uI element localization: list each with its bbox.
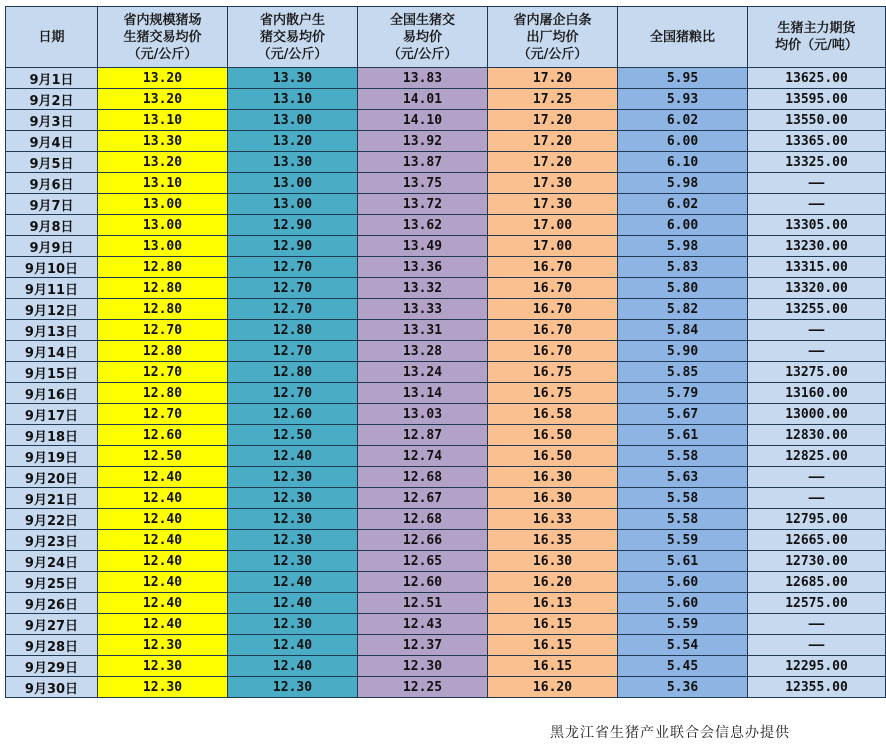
cell-futures-price: 13550.00 xyxy=(748,110,886,131)
cell-carcass-price: 17.20 xyxy=(488,131,618,152)
header-scale-farm-price: 省内规模猪场 生猪交易均价 （元/公斤） xyxy=(98,7,228,68)
cell-retail-price: 12.40 xyxy=(228,635,358,656)
cell-scale-farm-price: 12.30 xyxy=(98,677,228,698)
cell-date: 9月15日 xyxy=(6,362,98,383)
table-row xyxy=(6,593,886,614)
cell-retail-price: 12.70 xyxy=(228,383,358,404)
cell-national-price: 12.67 xyxy=(358,488,488,509)
cell-national-price: 12.74 xyxy=(358,446,488,467)
cell-scale-farm-price: 12.40 xyxy=(98,614,228,635)
cell-carcass-price: 17.20 xyxy=(488,68,618,89)
cell-date: 9月29日 xyxy=(6,656,98,677)
cell-national-price: 13.24 xyxy=(358,362,488,383)
cell-national-price: 12.65 xyxy=(358,551,488,572)
cell-retail-price: 12.50 xyxy=(228,425,358,446)
cell-scale-farm-price: 13.00 xyxy=(98,236,228,257)
cell-futures-price: —— xyxy=(748,488,886,509)
cell-date: 9月25日 xyxy=(6,572,98,593)
cell-date: 9月17日 xyxy=(6,404,98,425)
header-retail-price: 省内散户生 猪交易均价 （元/公斤） xyxy=(228,7,358,68)
cell-date: 9月13日 xyxy=(6,320,98,341)
cell-national-price: 13.14 xyxy=(358,383,488,404)
table-row xyxy=(6,236,886,257)
cell-retail-price: 12.40 xyxy=(228,593,358,614)
cell-national-price: 12.68 xyxy=(358,509,488,530)
cell-futures-price: 13320.00 xyxy=(748,278,886,299)
table-row xyxy=(6,299,886,320)
cell-date: 9月26日 xyxy=(6,593,98,614)
table-row xyxy=(6,530,886,551)
cell-futures-price: 12795.00 xyxy=(748,509,886,530)
header-row xyxy=(6,7,886,68)
cell-retail-price: 12.80 xyxy=(228,362,358,383)
cell-carcass-price: 16.70 xyxy=(488,299,618,320)
cell-national-price: 13.83 xyxy=(358,68,488,89)
cell-date: 9月14日 xyxy=(6,341,98,362)
cell-date: 9月20日 xyxy=(6,467,98,488)
table-row xyxy=(6,278,886,299)
cell-retail-price: 12.70 xyxy=(228,278,358,299)
cell-retail-price: 12.30 xyxy=(228,530,358,551)
cell-national-price: 13.36 xyxy=(358,257,488,278)
table-row xyxy=(6,341,886,362)
cell-scale-farm-price: 12.80 xyxy=(98,341,228,362)
cell-retail-price: 12.40 xyxy=(228,446,358,467)
cell-carcass-price: 16.50 xyxy=(488,446,618,467)
cell-pig-grain-ratio: 5.59 xyxy=(618,614,748,635)
cell-carcass-price: 16.70 xyxy=(488,320,618,341)
cell-carcass-price: 16.75 xyxy=(488,362,618,383)
cell-pig-grain-ratio: 5.58 xyxy=(618,488,748,509)
cell-futures-price: 12575.00 xyxy=(748,593,886,614)
cell-futures-price: 13255.00 xyxy=(748,299,886,320)
cell-pig-grain-ratio: 5.98 xyxy=(618,173,748,194)
cell-date: 9月11日 xyxy=(6,278,98,299)
cell-retail-price: 12.70 xyxy=(228,299,358,320)
cell-pig-grain-ratio: 6.10 xyxy=(618,152,748,173)
cell-carcass-price: 16.58 xyxy=(488,404,618,425)
cell-scale-farm-price: 12.30 xyxy=(98,635,228,656)
cell-futures-price: 12665.00 xyxy=(748,530,886,551)
table-row xyxy=(6,215,886,236)
cell-date: 9月7日 xyxy=(6,194,98,215)
cell-retail-price: 12.90 xyxy=(228,215,358,236)
cell-scale-farm-price: 13.20 xyxy=(98,68,228,89)
cell-date: 9月4日 xyxy=(6,131,98,152)
cell-pig-grain-ratio: 5.90 xyxy=(618,341,748,362)
cell-retail-price: 13.00 xyxy=(228,173,358,194)
cell-date: 9月21日 xyxy=(6,488,98,509)
cell-scale-farm-price: 12.30 xyxy=(98,656,228,677)
cell-scale-farm-price: 13.30 xyxy=(98,131,228,152)
cell-futures-price: 12295.00 xyxy=(748,656,886,677)
cell-pig-grain-ratio: 5.54 xyxy=(618,635,748,656)
cell-national-price: 13.75 xyxy=(358,173,488,194)
cell-scale-farm-price: 12.80 xyxy=(98,278,228,299)
cell-date: 9月9日 xyxy=(6,236,98,257)
cell-pig-grain-ratio: 5.60 xyxy=(618,572,748,593)
cell-carcass-price: 16.15 xyxy=(488,635,618,656)
table-row xyxy=(6,257,886,278)
cell-retail-price: 12.90 xyxy=(228,236,358,257)
table-row xyxy=(6,509,886,530)
cell-date: 9月22日 xyxy=(6,509,98,530)
cell-futures-price: —— xyxy=(748,320,886,341)
cell-national-price: 12.51 xyxy=(358,593,488,614)
cell-date: 9月30日 xyxy=(6,677,98,698)
table-row xyxy=(6,131,886,152)
table-row xyxy=(6,68,886,89)
table-row xyxy=(6,677,886,698)
cell-national-price: 13.87 xyxy=(358,152,488,173)
table-row xyxy=(6,110,886,131)
cell-futures-price: 13000.00 xyxy=(748,404,886,425)
cell-scale-farm-price: 12.70 xyxy=(98,320,228,341)
cell-scale-farm-price: 12.60 xyxy=(98,425,228,446)
cell-futures-price: 13315.00 xyxy=(748,257,886,278)
cell-scale-farm-price: 12.50 xyxy=(98,446,228,467)
cell-national-price: 13.62 xyxy=(358,215,488,236)
cell-pig-grain-ratio: 5.85 xyxy=(618,362,748,383)
cell-retail-price: 13.30 xyxy=(228,152,358,173)
cell-carcass-price: 16.70 xyxy=(488,278,618,299)
cell-national-price: 12.87 xyxy=(358,425,488,446)
pig-price-table xyxy=(5,6,886,698)
cell-retail-price: 13.10 xyxy=(228,89,358,110)
header-carcass-price: 省内屠企白条 出厂均价 （元/公斤） xyxy=(488,7,618,68)
cell-scale-farm-price: 12.70 xyxy=(98,404,228,425)
cell-futures-price: 13160.00 xyxy=(748,383,886,404)
cell-futures-price: 13365.00 xyxy=(748,131,886,152)
cell-date: 9月19日 xyxy=(6,446,98,467)
cell-scale-farm-price: 13.20 xyxy=(98,152,228,173)
cell-retail-price: 12.70 xyxy=(228,341,358,362)
cell-national-price: 13.32 xyxy=(358,278,488,299)
cell-retail-price: 12.30 xyxy=(228,677,358,698)
cell-national-price: 12.37 xyxy=(358,635,488,656)
cell-carcass-price: 16.20 xyxy=(488,572,618,593)
header-national-price: 全国生猪交 易均价 （元/公斤） xyxy=(358,7,488,68)
cell-scale-farm-price: 13.00 xyxy=(98,194,228,215)
cell-scale-farm-price: 13.10 xyxy=(98,173,228,194)
cell-national-price: 13.72 xyxy=(358,194,488,215)
cell-carcass-price: 17.00 xyxy=(488,236,618,257)
cell-carcass-price: 16.15 xyxy=(488,614,618,635)
cell-retail-price: 12.60 xyxy=(228,404,358,425)
cell-pig-grain-ratio: 6.02 xyxy=(618,194,748,215)
cell-scale-farm-price: 12.40 xyxy=(98,488,228,509)
cell-national-price: 12.68 xyxy=(358,467,488,488)
cell-pig-grain-ratio: 5.61 xyxy=(618,425,748,446)
cell-pig-grain-ratio: 5.58 xyxy=(618,509,748,530)
cell-futures-price: 12825.00 xyxy=(748,446,886,467)
cell-retail-price: 12.30 xyxy=(228,614,358,635)
cell-futures-price: 13625.00 xyxy=(748,68,886,89)
cell-date: 9月27日 xyxy=(6,614,98,635)
cell-date: 9月28日 xyxy=(6,635,98,656)
cell-pig-grain-ratio: 5.95 xyxy=(618,68,748,89)
cell-futures-price: 13230.00 xyxy=(748,236,886,257)
cell-futures-price: 13595.00 xyxy=(748,89,886,110)
cell-futures-price: 12730.00 xyxy=(748,551,886,572)
table-row xyxy=(6,320,886,341)
cell-futures-price: —— xyxy=(748,467,886,488)
cell-carcass-price: 16.70 xyxy=(488,341,618,362)
cell-national-price: 13.03 xyxy=(358,404,488,425)
cell-pig-grain-ratio: 5.60 xyxy=(618,593,748,614)
cell-national-price: 12.43 xyxy=(358,614,488,635)
table-row xyxy=(6,362,886,383)
cell-date: 9月24日 xyxy=(6,551,98,572)
cell-carcass-price: 16.30 xyxy=(488,488,618,509)
cell-date: 9月12日 xyxy=(6,299,98,320)
table-row xyxy=(6,425,886,446)
table-row xyxy=(6,635,886,656)
cell-futures-price: —— xyxy=(748,635,886,656)
cell-futures-price: 12355.00 xyxy=(748,677,886,698)
table-row xyxy=(6,404,886,425)
cell-carcass-price: 16.70 xyxy=(488,257,618,278)
cell-pig-grain-ratio: 5.93 xyxy=(618,89,748,110)
table-row xyxy=(6,383,886,404)
cell-retail-price: 13.30 xyxy=(228,68,358,89)
table-row xyxy=(6,656,886,677)
cell-retail-price: 13.20 xyxy=(228,131,358,152)
cell-national-price: 13.49 xyxy=(358,236,488,257)
table-row xyxy=(6,614,886,635)
cell-scale-farm-price: 12.80 xyxy=(98,257,228,278)
cell-pig-grain-ratio: 5.82 xyxy=(618,299,748,320)
cell-futures-price: 12830.00 xyxy=(748,425,886,446)
cell-carcass-price: 17.20 xyxy=(488,152,618,173)
cell-date: 9月5日 xyxy=(6,152,98,173)
source-footer: 黑龙江省生猪产业联合会信息办提供 xyxy=(550,725,790,741)
cell-retail-price: 12.30 xyxy=(228,509,358,530)
cell-futures-price: 13305.00 xyxy=(748,215,886,236)
cell-pig-grain-ratio: 5.79 xyxy=(618,383,748,404)
cell-retail-price: 12.80 xyxy=(228,320,358,341)
cell-national-price: 14.10 xyxy=(358,110,488,131)
cell-national-price: 12.25 xyxy=(358,677,488,698)
table-row xyxy=(6,194,886,215)
cell-carcass-price: 16.30 xyxy=(488,467,618,488)
cell-futures-price: 13325.00 xyxy=(748,152,886,173)
cell-retail-price: 12.40 xyxy=(228,656,358,677)
table-row xyxy=(6,551,886,572)
cell-date: 9月2日 xyxy=(6,89,98,110)
cell-scale-farm-price: 13.10 xyxy=(98,110,228,131)
cell-date: 9月10日 xyxy=(6,257,98,278)
cell-carcass-price: 16.33 xyxy=(488,509,618,530)
cell-retail-price: 12.70 xyxy=(228,257,358,278)
cell-retail-price: 12.30 xyxy=(228,551,358,572)
cell-national-price: 13.31 xyxy=(358,320,488,341)
table-row xyxy=(6,446,886,467)
cell-carcass-price: 16.35 xyxy=(488,530,618,551)
header-futures-price: 生猪主力期货 均价（元/吨） xyxy=(748,7,886,68)
cell-retail-price: 12.30 xyxy=(228,467,358,488)
cell-date: 9月18日 xyxy=(6,425,98,446)
cell-scale-farm-price: 12.80 xyxy=(98,383,228,404)
cell-date: 9月1日 xyxy=(6,68,98,89)
table-row xyxy=(6,467,886,488)
cell-carcass-price: 16.13 xyxy=(488,593,618,614)
cell-national-price: 14.01 xyxy=(358,89,488,110)
cell-date: 9月3日 xyxy=(6,110,98,131)
cell-futures-price: —— xyxy=(748,194,886,215)
cell-pig-grain-ratio: 5.63 xyxy=(618,467,748,488)
cell-futures-price: 12685.00 xyxy=(748,572,886,593)
cell-scale-farm-price: 12.40 xyxy=(98,593,228,614)
cell-retail-price: 12.30 xyxy=(228,488,358,509)
cell-national-price: 13.33 xyxy=(358,299,488,320)
cell-carcass-price: 16.75 xyxy=(488,383,618,404)
cell-scale-farm-price: 12.40 xyxy=(98,530,228,551)
cell-scale-farm-price: 12.40 xyxy=(98,551,228,572)
cell-futures-price: 13275.00 xyxy=(748,362,886,383)
cell-carcass-price: 16.50 xyxy=(488,425,618,446)
cell-scale-farm-price: 13.20 xyxy=(98,89,228,110)
cell-retail-price: 13.00 xyxy=(228,110,358,131)
cell-pig-grain-ratio: 5.83 xyxy=(618,257,748,278)
cell-carcass-price: 16.15 xyxy=(488,656,618,677)
cell-national-price: 12.66 xyxy=(358,530,488,551)
cell-futures-price: —— xyxy=(748,614,886,635)
cell-scale-farm-price: 13.00 xyxy=(98,215,228,236)
cell-pig-grain-ratio: 5.84 xyxy=(618,320,748,341)
cell-scale-farm-price: 12.40 xyxy=(98,467,228,488)
cell-pig-grain-ratio: 5.59 xyxy=(618,530,748,551)
cell-pig-grain-ratio: 5.45 xyxy=(618,656,748,677)
cell-national-price: 13.92 xyxy=(358,131,488,152)
header-pig-grain-ratio: 全国猪粮比 xyxy=(618,7,748,68)
cell-scale-farm-price: 12.70 xyxy=(98,362,228,383)
cell-retail-price: 12.40 xyxy=(228,572,358,593)
table-header xyxy=(6,7,886,68)
cell-national-price: 12.30 xyxy=(358,656,488,677)
cell-pig-grain-ratio: 6.02 xyxy=(618,110,748,131)
cell-carcass-price: 17.00 xyxy=(488,215,618,236)
cell-scale-farm-price: 12.40 xyxy=(98,509,228,530)
cell-pig-grain-ratio: 5.67 xyxy=(618,404,748,425)
cell-date: 9月8日 xyxy=(6,215,98,236)
cell-pig-grain-ratio: 5.80 xyxy=(618,278,748,299)
table-row xyxy=(6,152,886,173)
cell-pig-grain-ratio: 5.98 xyxy=(618,236,748,257)
cell-scale-farm-price: 12.40 xyxy=(98,572,228,593)
cell-national-price: 12.60 xyxy=(358,572,488,593)
cell-date: 9月23日 xyxy=(6,530,98,551)
cell-pig-grain-ratio: 6.00 xyxy=(618,131,748,152)
cell-scale-farm-price: 12.80 xyxy=(98,299,228,320)
table-row xyxy=(6,488,886,509)
table-row xyxy=(6,572,886,593)
cell-carcass-price: 17.20 xyxy=(488,110,618,131)
cell-carcass-price: 17.30 xyxy=(488,173,618,194)
header-date: 日期 xyxy=(6,7,98,68)
cell-carcass-price: 17.25 xyxy=(488,89,618,110)
cell-pig-grain-ratio: 5.58 xyxy=(618,446,748,467)
cell-futures-price: —— xyxy=(748,341,886,362)
cell-futures-price: —— xyxy=(748,173,886,194)
cell-date: 9月16日 xyxy=(6,383,98,404)
table-row xyxy=(6,173,886,194)
cell-retail-price: 13.00 xyxy=(228,194,358,215)
cell-pig-grain-ratio: 5.61 xyxy=(618,551,748,572)
cell-pig-grain-ratio: 5.36 xyxy=(618,677,748,698)
cell-carcass-price: 16.30 xyxy=(488,551,618,572)
cell-carcass-price: 17.30 xyxy=(488,194,618,215)
cell-carcass-price: 16.20 xyxy=(488,677,618,698)
table-body xyxy=(6,68,886,698)
cell-date: 9月6日 xyxy=(6,173,98,194)
cell-national-price: 13.28 xyxy=(358,341,488,362)
cell-pig-grain-ratio: 6.00 xyxy=(618,215,748,236)
table-row xyxy=(6,89,886,110)
